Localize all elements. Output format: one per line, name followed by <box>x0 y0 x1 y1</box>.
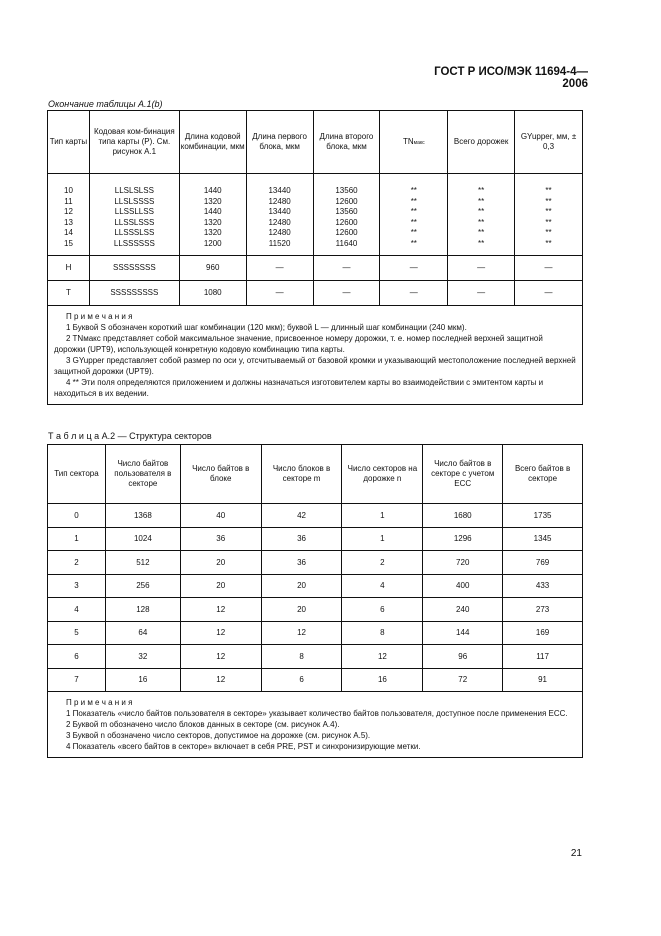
table2-row <box>48 598 583 622</box>
table2-cell: 20 <box>261 574 342 598</box>
table2-row <box>48 574 583 598</box>
table1-cell-value: LLSLSLSS <box>114 186 154 195</box>
table2-header-cell: Число секторов на дорожке n <box>342 445 423 504</box>
table2-cell: 40 <box>180 504 261 528</box>
table1-cell-value: 14 <box>64 228 73 237</box>
table1-cell-value: ** <box>410 186 417 195</box>
table2-cell: 144 <box>423 621 503 645</box>
notes-title: П р и м е ч а н и я <box>66 312 133 321</box>
note-item: 2 Буквой m обозначено число блоков данных в секторе (см. рисунок А.4). <box>66 720 340 729</box>
table2-cell: 6 <box>48 645 106 669</box>
table1-cell-value: LLSSLLSS <box>114 207 154 216</box>
table1-row <box>48 281 583 306</box>
table2-cell: 1024 <box>105 527 180 551</box>
table2-cell: 42 <box>261 504 342 528</box>
table1-cell-value: ** <box>410 238 417 248</box>
table1-cell-value: 1200 <box>203 238 222 248</box>
table1-cell-value: ** <box>410 207 417 216</box>
table2-row <box>48 551 583 575</box>
table2-cell: 2 <box>48 551 106 575</box>
table2-cell: 7 <box>48 668 106 692</box>
table1-cell-value: ** <box>545 207 552 216</box>
table1-cell-value: 10 <box>64 186 73 195</box>
table1-header-cell: GYupper, мм, ± 0,3 <box>515 111 583 174</box>
table2-caption: Т а б л и ц а А.2 — Структура секторов <box>48 431 212 441</box>
table2-cell: 64 <box>105 621 180 645</box>
table1-cell-value: ** <box>545 228 552 237</box>
table1-group-cell <box>515 174 583 256</box>
table1-cell-value: 12480 <box>268 228 291 237</box>
table1-cell: 960 <box>179 256 246 281</box>
table2-cell: 12 <box>342 645 423 669</box>
table2-row <box>48 527 583 551</box>
table2-cell: 720 <box>423 551 503 575</box>
table1-header-cell-tn <box>380 111 448 174</box>
note-item: 1 Буквой S обозначен короткий шаг комбинации (120 мкм); буквой L — длинный шаг комбинации (240 мкм). <box>66 323 467 332</box>
table1-cell-value: 13 <box>64 217 73 227</box>
table1-cell-value: LLSSSLSS <box>114 228 155 237</box>
table1-cell-value: 12600 <box>335 217 358 227</box>
table2-cell: 169 <box>503 621 583 645</box>
table2-cell: 4 <box>342 574 423 598</box>
table1-cell-value: 13560 <box>335 186 358 195</box>
table2-cell: 6 <box>342 598 423 622</box>
table2-cell: 91 <box>503 668 583 692</box>
table1-header-cell: Всего дорожек <box>448 111 515 174</box>
table-a1b <box>47 110 583 405</box>
table1-cell: 1080 <box>179 281 246 306</box>
table2-cell: 2 <box>342 551 423 575</box>
table2-cell: 1680 <box>423 504 503 528</box>
table1-cell-value: 13440 <box>268 186 291 195</box>
table2-cell: 32 <box>105 645 180 669</box>
table2-cell: 12 <box>261 621 342 645</box>
table1-group-cell <box>448 174 515 256</box>
table1-cell-value: 12480 <box>268 217 291 227</box>
table1-cell-value: ** <box>478 228 485 237</box>
table1-cell: — <box>313 256 380 281</box>
note-item: 1 Показатель «число байтов пользователя в секторе» указывает количество байтов пользователя, доступное после применения ECC. <box>66 709 568 718</box>
table2-cell: 16 <box>105 668 180 692</box>
table2-cell: 36 <box>261 551 342 575</box>
table2-row <box>48 645 583 669</box>
table2-cell: 96 <box>423 645 503 669</box>
table1-cell-value: 11520 <box>268 238 291 248</box>
table2-cell: 12 <box>180 621 261 645</box>
table2-cell: 16 <box>342 668 423 692</box>
table1-group-row <box>48 174 583 256</box>
table1-cell-value: 12480 <box>268 196 291 206</box>
table2-cell: 512 <box>105 551 180 575</box>
table1-cell-value: ** <box>410 228 417 237</box>
table1-cell: H <box>48 256 90 281</box>
table2-header-cell: Число байтов в блоке <box>180 445 261 504</box>
table2-cell: 400 <box>423 574 503 598</box>
table1-header-cell: Длина кодовой комбинации, мкм <box>179 111 246 174</box>
table1-notes-row <box>48 306 583 405</box>
table2-cell: 769 <box>503 551 583 575</box>
table2-header-row <box>48 445 583 504</box>
table2-cell: 128 <box>105 598 180 622</box>
note-item: 3 GYupper представляет собой размер по оси y, отсчитываемый от базовой кромки и указывающий местоположение последней верхней защитной дорожки (UPT9). <box>54 356 576 376</box>
table2-header-cell: Число байтов в секторе с учетом ECC <box>423 445 503 504</box>
table1-cell-value: 12 <box>64 207 73 216</box>
table2-header-cell: Тип сектора <box>48 445 106 504</box>
table2-cell: 12 <box>180 645 261 669</box>
table-a2 <box>47 444 583 758</box>
table1-cell: — <box>515 256 583 281</box>
table2-cell: 1296 <box>423 527 503 551</box>
table2-cell: 256 <box>105 574 180 598</box>
table1-group-cell <box>246 174 313 256</box>
table2-cell: 1345 <box>503 527 583 551</box>
table2-cell: 6 <box>261 668 342 692</box>
table1-cell-value: 15 <box>64 238 73 248</box>
table2-cell: 36 <box>180 527 261 551</box>
table2-header-cell: Число блоков в секторе m <box>261 445 342 504</box>
tn-subscript: макс <box>413 139 425 146</box>
notes-title: П р и м е ч а н и я <box>66 698 133 707</box>
page-number: 21 <box>570 848 582 859</box>
table2-cell: 12 <box>180 598 261 622</box>
table1-cell: SSSSSSSSS <box>89 281 179 306</box>
table2-cell: 433 <box>503 574 583 598</box>
table2-cell: 273 <box>503 598 583 622</box>
table1-cell-value: 1320 <box>203 217 222 227</box>
table1-cell: — <box>246 281 313 306</box>
table1-cell-value: 11 <box>64 196 73 206</box>
table2-cell: 72 <box>423 668 503 692</box>
table1-cell-value: ** <box>478 196 485 206</box>
table1-cell-value: 13560 <box>335 207 358 216</box>
table1-cell-value: 1440 <box>203 186 222 195</box>
table1-cell-value: 1320 <box>203 228 222 237</box>
table2-row <box>48 504 583 528</box>
table1-group-cell <box>48 174 90 256</box>
table2-cell: 117 <box>503 645 583 669</box>
table2-row <box>48 621 583 645</box>
table2-cell: 1 <box>48 527 106 551</box>
table1-cell-value: LLSSSSSS <box>113 238 155 248</box>
table2-cell: 1 <box>342 504 423 528</box>
table1-cell-value: ** <box>545 196 552 206</box>
table1-cell-value: 12600 <box>335 196 358 206</box>
table2-cell: 20 <box>261 598 342 622</box>
table2-cell: 240 <box>423 598 503 622</box>
table1-cell-value: 12600 <box>335 228 358 237</box>
table1-cell-value: 11640 <box>335 238 358 248</box>
table2-cell: 36 <box>261 527 342 551</box>
table1-row <box>48 256 583 281</box>
tn-label: TN <box>402 136 414 146</box>
table2-header-cell: Число байтов пользователя в секторе <box>105 445 180 504</box>
table2-cell: 8 <box>261 645 342 669</box>
note-item: 4 Показатель «всего байтов в секторе» включает в себя PRE, PST и синхронизирующие метки. <box>66 742 421 751</box>
table1-cell-value: LLSLSSSS <box>114 196 155 206</box>
table1-cell: — <box>246 256 313 281</box>
table1-cell: — <box>380 281 448 306</box>
table2-cell: 1 <box>342 527 423 551</box>
note-item: 4 ** Эти поля определяются приложением и должны назначаться изготовителем карты во взаимодействии с эмитентом карты и находиться в их ведении. <box>54 378 544 398</box>
table2-cell: 8 <box>342 621 423 645</box>
table1-header-cell: Длина второго блока, мкм <box>313 111 380 174</box>
table2-cell: 20 <box>180 551 261 575</box>
table1-cell: — <box>313 281 380 306</box>
table1-cell-value: ** <box>478 238 485 248</box>
table1-header-row <box>48 111 583 174</box>
table1-group-cell <box>380 174 448 256</box>
table1-group-cell <box>179 174 246 256</box>
table1-cell-value: ** <box>410 217 417 227</box>
table2-row <box>48 668 583 692</box>
table1-header-cell: Длина первого блока, мкм <box>246 111 313 174</box>
table2-cell: 4 <box>48 598 106 622</box>
table2-header-cell: Всего байтов в секторе <box>503 445 583 504</box>
table1-cell-value: LLSSLSSS <box>114 217 155 227</box>
table1-group-cell <box>313 174 380 256</box>
table1-cell: — <box>448 281 515 306</box>
table1-cell: SSSSSSSS <box>89 256 179 281</box>
table2-cell: 12 <box>180 668 261 692</box>
table1-header-cell: Тип карты <box>48 111 90 174</box>
table1-header-cell: Кодовая ком-бинация типа карты (P). См. рисунок А.1 <box>89 111 179 174</box>
table1-group-cell <box>89 174 179 256</box>
table1-cell-value: ** <box>478 217 485 227</box>
table1-cell-value: ** <box>545 186 552 195</box>
document-header: ГОСТ Р ИСО/МЭК 11694-4—2006 <box>434 66 588 90</box>
table2-cell: 5 <box>48 621 106 645</box>
table1-cell-value: 1440 <box>203 207 222 216</box>
table1-cell: — <box>380 256 448 281</box>
table2-cell: 0 <box>48 504 106 528</box>
table2-notes-row <box>48 692 583 758</box>
table2-cell: 20 <box>180 574 261 598</box>
table1-cell-value: ** <box>545 238 552 248</box>
table1-cell-value: ** <box>478 186 485 195</box>
table1-cell-value: 13440 <box>268 207 291 216</box>
table1-cell-value: ** <box>545 217 552 227</box>
table2-cell: 3 <box>48 574 106 598</box>
table2-cell: 1735 <box>503 504 583 528</box>
table1-cell-value: ** <box>478 207 485 216</box>
note-item: 3 Буквой n обозначено число секторов, допустимое на дорожке (см. рисунок А.5). <box>66 731 371 740</box>
table1-cell-value: ** <box>410 196 417 206</box>
note-item: 2 TNмакс представляет собой максимальное значение, присвоенное номеру дорожки, т. е. номер последней верхней защитной дорожки (UPT9), использующей конкретную кодовую комбинацию типа карты. <box>54 334 543 354</box>
table1-cell: T <box>48 281 90 306</box>
table-continuation-title: Окончание таблицы А.1(b) <box>48 99 163 109</box>
table1-cell-value: 1320 <box>203 196 222 206</box>
table1-cell: — <box>448 256 515 281</box>
table1-notes <box>48 306 583 405</box>
table1-cell: — <box>515 281 583 306</box>
table2-notes <box>48 692 583 758</box>
table2-cell: 1368 <box>105 504 180 528</box>
